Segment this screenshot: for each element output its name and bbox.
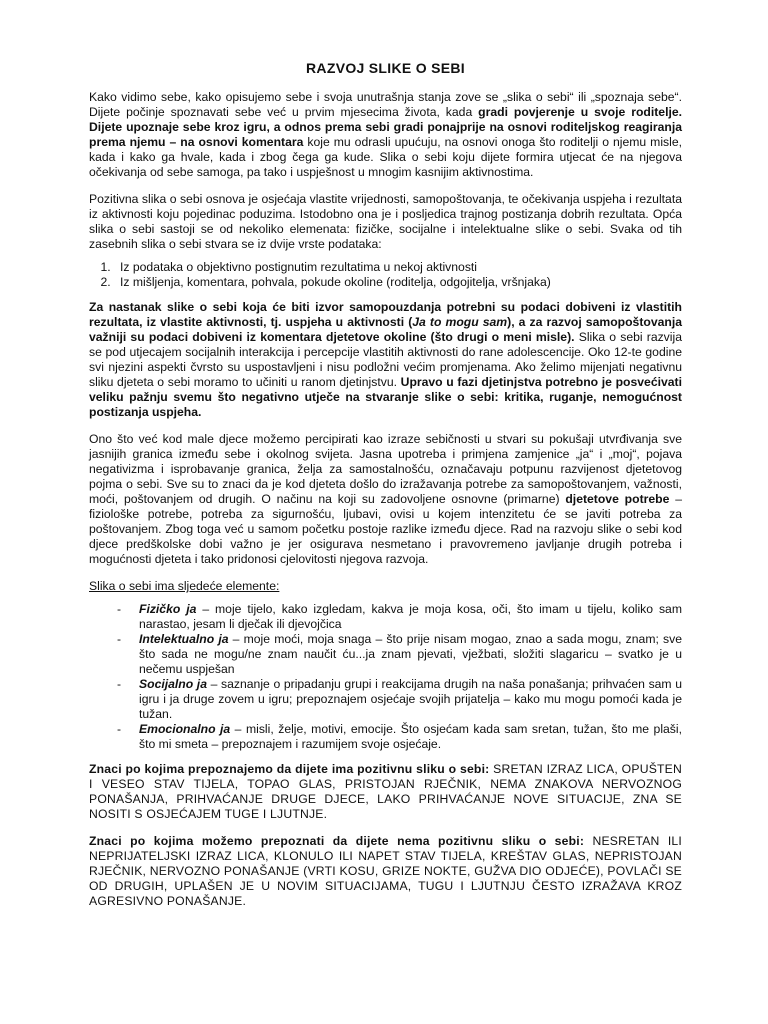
positive-signs-heading: Znaci po kojima prepoznajemo da dijete ima pozitivnu sliku o sebi:	[89, 762, 490, 776]
elements-list	[89, 602, 682, 752]
element-text: – misli, želje, motivi, emocije. Što osjećam kada sam sretan, tužan, što me plaši, što mi smeta – prepoznajem i razumijem svoje osjećaje.	[139, 722, 682, 751]
self-esteem-paragraph	[89, 300, 682, 420]
element-text: – moje tijelo, kako izgledam, kakva je moja kosa, oči, što imam u tijelu, koliko sam narastao, jesam li dječak ili djevojčica	[139, 602, 682, 631]
self-esteem-bold-3: Upravo u fazi djetinjstva potrebno je posvećivati veliku pažnju svemu što negativno utječe na stvaranje slike o sebi: kritika, ruganje, nemogućnost postizanja uspjeha.	[89, 375, 682, 419]
negative-signs-text: NESRETAN ILI NEPRIJATELJSKI IZRAZ LICA, KLONULO ILI NAPET STAV TIJELA, KREŠTAV GLAS, NEPRISTOJAN RJEČNIK, NERVOZNO PONAŠANJE (VRTI KOSU, GRIZE NOKTE, GUŽVA DIO ODJEĆE), POVLAČI SE OD DRUGIH, UPLAŠEN JE U NOVIM SITUACIJAMA, TUGU I LJUTNJU ČESTO IZRAŽAVA KROZ AGRESIVNO PONAŠANJE.	[89, 834, 682, 908]
self-esteem-text: Slika o sebi razvija se pod utjecajem socijalnih interakcija i percepcije vlastitih aktivnosti do rane adolescencije. Oko 12-te godine svi njezini aspekti čvrsto su uspostavljeni i nisu podložni većim promjenama. Ako želimo mijenjati negativnu sliku djeteta o sebi moramo to učiniti u ranom djetinjstvu.	[89, 330, 682, 389]
self-esteem-bold-1: Za nastanak slike o sebi koja će biti izvor samopouzdanja potrebni su podaci dobiveni iz vlastitih rezultata, iz vlastite aktivnosti, tj. uspjeha u aktivnosti (	[89, 300, 682, 329]
list-item	[117, 632, 682, 677]
element-text: – moje moći, moja snaga – što prije nisam mogao, znao a sada mogu, znam; sve što sada ne mogu/ne znam naučit ću...ja znam pjevati, vježbati, složiti slagaricu – svatko je u nečemu uspješan	[139, 632, 682, 676]
dash-marker: -	[117, 632, 122, 646]
self-esteem-bold-2: ), a za razvoj samopoštovanja važniji su podaci dobiveni iz komentara djetetove okoline (što drugi o meni misle).	[89, 315, 682, 344]
negative-signs-paragraph	[89, 834, 682, 909]
element-text: – saznanje o pripadanju grupi i reakcijama drugih na naša ponašanja; prihvaćen sam u igru i ja druge zovem u igru; prepoznajem osjećaje svojih prijatelja – kako mu mogu pomoći kada je tužan.	[139, 677, 683, 721]
list-item	[117, 677, 682, 722]
intro-bold-1: gradi povjerenje u svoje roditelje. Dijete upoznaje sebe kroz igru, a odnos prema sebi gradi ponajprije na osnovi roditeljskog reagiranja prema njemu – na osnovi komentara	[89, 105, 683, 149]
boundaries-text-2: – fiziološke potrebe, potreba za sigurnošću, ljubavi, ovisi u kojem intenzitetu će se javiti potreba za poštovanjem. Zbog toga već u samom početku postoje razlike između djece. Rad na razvoju slike o sebi kod djece predškolske dobi važno je jer osigurava nesmetano i pravovremeno javljanje drugih potreba i mogućnosti djeteta i tako pridonosi cjelovitosti njegova razvoja.	[89, 492, 682, 566]
list-item	[117, 722, 682, 752]
intro-paragraph	[89, 90, 682, 180]
intro-text-1: Kako vidimo sebe, kako opisujemo sebe i svoja unutrašnja stanja zove se „slika o sebi“ ili „spoznaja sebe“. Dijete počinje spoznavati sebe već u prvim mjesecima života, kada	[89, 90, 682, 119]
elements-heading: Slika o sebi ima sljedeće elemente:	[89, 579, 280, 593]
document-title: RAZVOJ SLIKE O SEBI	[306, 60, 465, 76]
dash-marker: -	[117, 602, 122, 616]
boundaries-bold: djetetove potrebe	[565, 492, 670, 506]
dash-marker: -	[117, 722, 122, 736]
list-item: 1. Iz podataka o objektivno postignutim rezultatima u nekoj aktivnosti	[114, 260, 682, 275]
boundaries-text-1: Ono što već kod male djece možemo percipirati kao izraze sebičnosti u stvari su pokušaji utvrđivanja sve jasnijih granica između sebe i okolnog svijeta. Jasna upotreba i primjena zamjenice „ja“ i „moj“, pojava negativizma i isprobavanje granica, želja za samostalnošću, označavaju potpunu razvijenost djetetovog pojma o sebi. Sve su to znaci da je kod djeteta došlo do izražavanja potrebe za samopoštovanjem, važnosti, moći, poštovanjem od drugih. O načinu na koji su zadovoljene osnovne (primarne)	[89, 432, 682, 506]
negative-signs-heading: Znaci po kojima možemo prepoznati da dijete nema pozitivnu sliku o sebi:	[89, 834, 585, 848]
element-term: Socijalno ja	[139, 677, 207, 691]
element-term: Intelektualno ja	[139, 632, 229, 646]
self-esteem-quote: Ja to mogu sam	[412, 315, 508, 329]
positive-signs-text: SRETAN IZRAZ LICA, OPUŠTEN I VESEO STAV TIJELA, TOPAO GLAS, PRISTOJAN RJEČNIK, NEMA ZNAKOVA NERVOZNOG PONAŠANJA, PRIHVAĆANJE DRUGE DJECE, LAKO PRIHVAĆANJE NOVE SITUACIJE, ZNA SE NOSITI S OSJEĆAJEM TUGE I LJUTNJE.	[89, 762, 682, 821]
dash-marker: -	[117, 677, 122, 691]
intro-text-2: koje mu odrasli upućuju, na osnovi onoga što roditelji o njemu misle, kada i kako ga hvale, kada i zbog čega ga kude. Slika o sebi koju dijete formira utjecat će na njegova očekivanja od sebe samoga, pa tako i uspješnost u mnogim kasnijim aktivnostima.	[89, 135, 682, 179]
list-item: 2. Iz mišljenja, komentara, pohvala, pokude okoline (roditelja, odgojitelja, vršnjaka)	[114, 275, 682, 290]
positive-image-paragraph: Pozitivna slika o sebi osnova je osjećaja vlastite vrijednosti, samopoštovanja, te očekivanja uspjeha i rezultata iz aktivnosti koju pojedinac poduzima. Istodobno ona je i posljedica trajnog postizanja dobrih rezultata. Opća slika o sebi sastoji se od nekoliko elemenata: fizičke, socijalne i intelektualne slike o sebi. Svaka od tih zasebnih slika o sebi stvara se iz dvije vrste podataka:	[89, 192, 682, 251]
positive-signs-paragraph	[89, 762, 682, 822]
boundaries-paragraph	[89, 432, 682, 567]
element-term: Fizičko ja	[139, 602, 197, 616]
list-item	[117, 602, 682, 632]
data-types-list	[89, 260, 682, 290]
element-term: Emocionalno ja	[139, 722, 231, 736]
